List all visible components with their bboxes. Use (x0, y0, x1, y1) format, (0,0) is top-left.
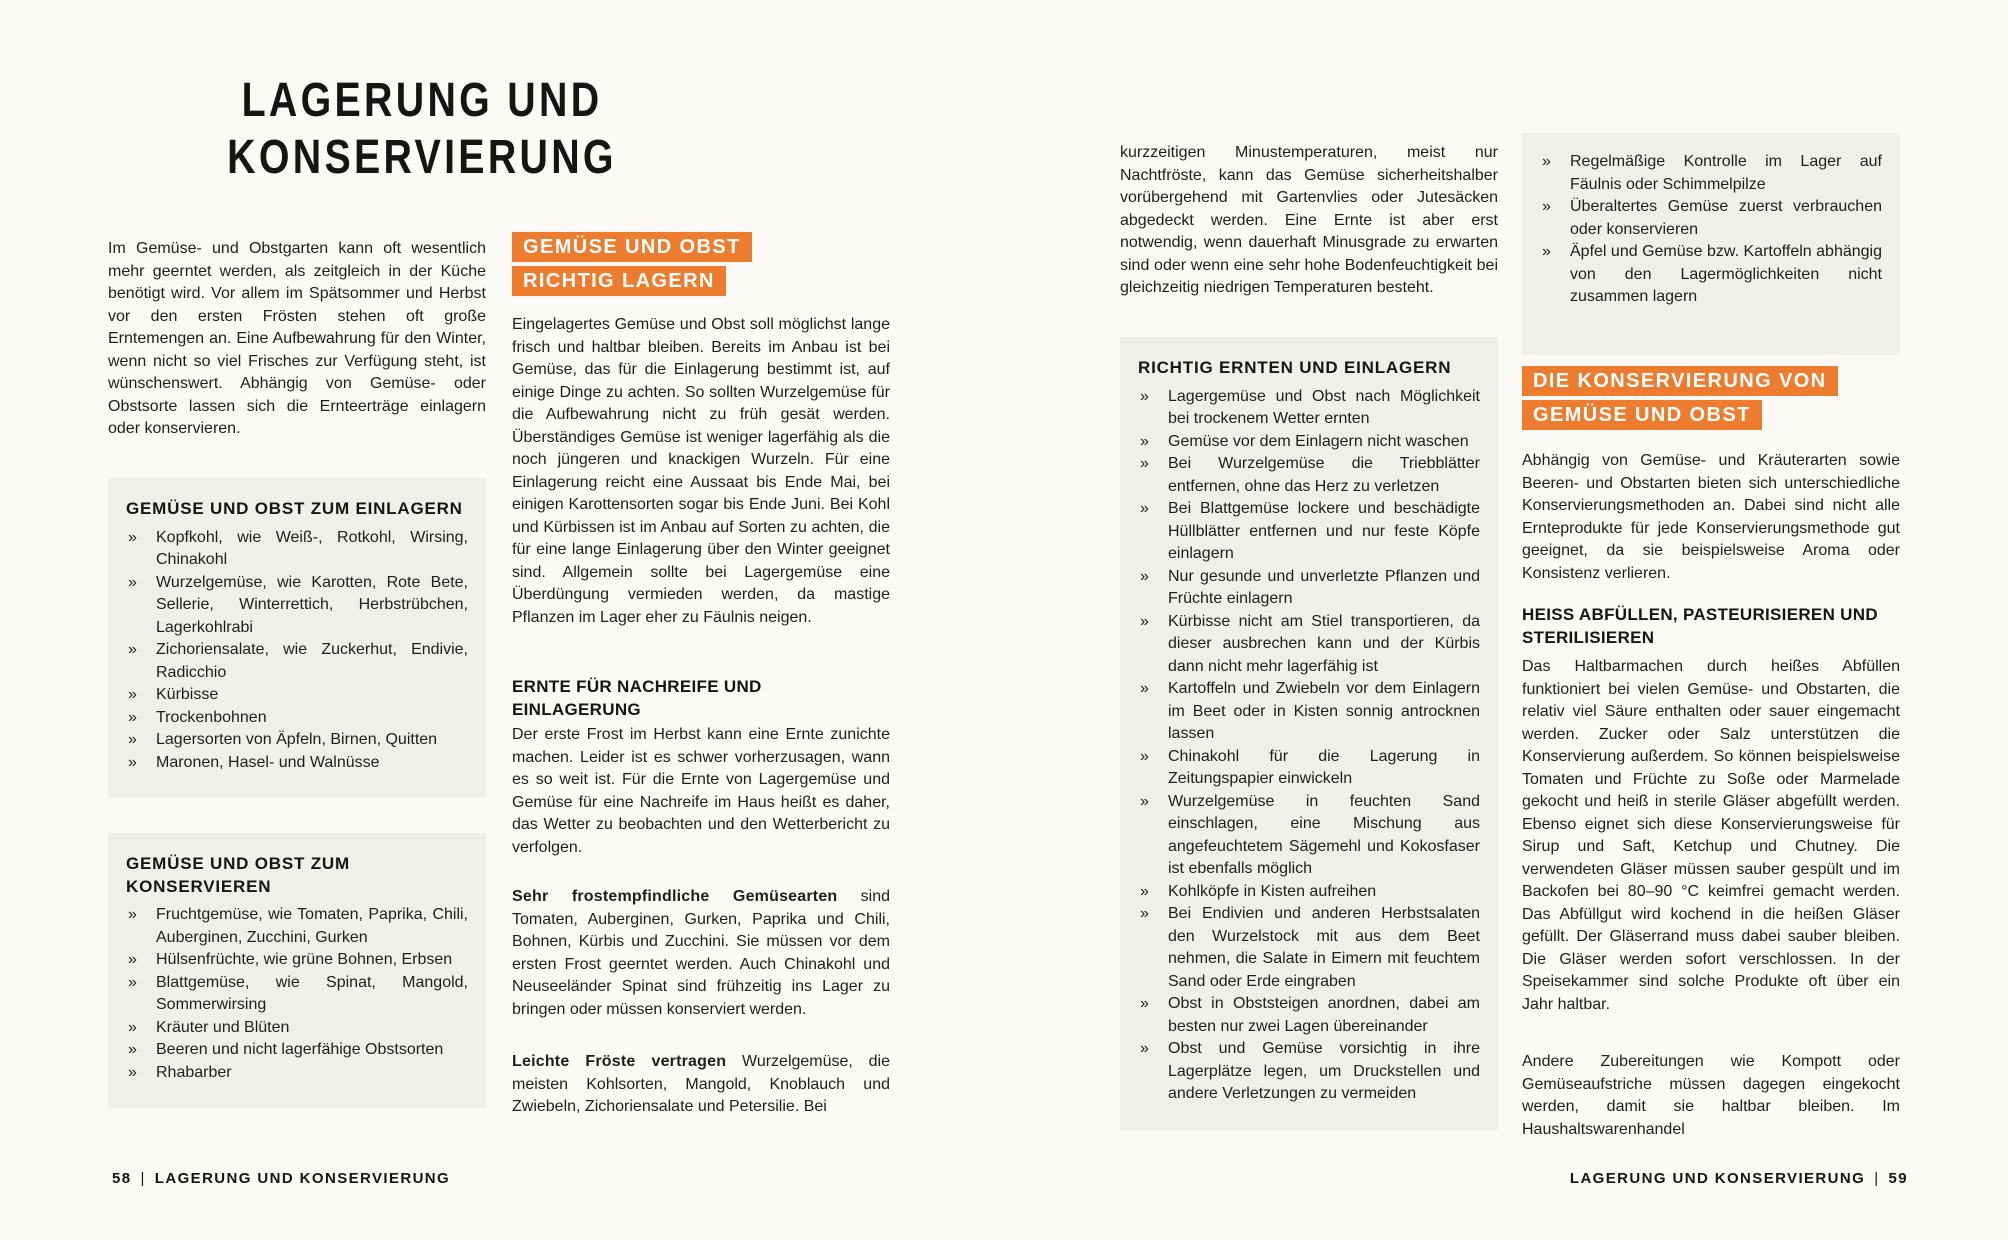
bullet-marker: » (128, 906, 137, 923)
list-item (126, 972, 468, 1017)
list-item-text: Fruchtgemüse, wie Tomaten, Paprika, Chili, Auberginen, Zucchini, Gurken (156, 906, 468, 946)
bullet-marker: » (128, 1018, 137, 1036)
list-item (126, 729, 468, 752)
bullet-marker: » (128, 951, 137, 968)
list-item-text: Bei Blattgemüse lockere und beschädigte Hüllblätter entfernen und nur feste Köpfe einlagern (1168, 500, 1480, 562)
list-item (1138, 1038, 1480, 1106)
storage-list-box-title: GEMÜSE UND OBST ZUM EINLAGERN (126, 499, 463, 518)
footer-chapter: LAGERUNG UND KONSERVIERUNG (154, 1170, 451, 1187)
ernte-paragraph: Der erste Frost im Herbst kann eine Ernte zunichte machen. Leider ist es schwer vorherzusagen, wann es so weit ist. Für die Ernte von Lagergemüse und Gemüse für eine Nachreife im Haus heißt es daher, das Wetter zu beobachten und den Wetterbericht zu verfolgen. (512, 726, 890, 856)
list-item (1138, 453, 1480, 498)
bullet-marker: » (1542, 153, 1551, 170)
bullet-marker: » (1140, 995, 1149, 1012)
bullet-marker: » (128, 708, 137, 726)
list-item (1138, 678, 1480, 746)
list-item-text: Chinakohl für die Lagerung in Zeitungspapier einwickeln (1168, 747, 1480, 787)
list-item (1138, 431, 1480, 454)
list-item (126, 949, 468, 972)
list-item (126, 904, 468, 949)
section-heading-richtig-lagern (512, 232, 752, 300)
bullet-marker: » (1140, 455, 1149, 472)
list-item (1138, 746, 1480, 791)
orange-heading-text: RICHTIG LAGERN (512, 266, 726, 296)
list-item-text: Wurzelgemüse in feuchten Sand einschlagen, eine Mischung aus angefeuchtetem Sägemehl und Kokosfaser ist ebenfalls möglich (1168, 792, 1480, 877)
list-item (1138, 791, 1480, 881)
footer-separator: | (1874, 1170, 1880, 1187)
orange-heading-line (512, 266, 752, 296)
list-item-text: Gemüse vor dem Einlagern nicht waschen (1168, 432, 1469, 450)
list-item-text: Maronen, Hasel- und Walnüsse (156, 753, 380, 771)
list-item-text: Beeren und nicht lagerfähige Obstsorten (156, 1041, 444, 1058)
list-item (1138, 993, 1480, 1038)
list-item (1138, 386, 1480, 431)
list-item (126, 752, 468, 775)
storage-list-box (108, 478, 486, 798)
list-item (126, 1039, 468, 1062)
preserving-list-box-title: GEMÜSE UND OBST ZUM KONSERVIEREN (126, 854, 350, 896)
storage-control-box (1522, 133, 1900, 355)
bullet-marker: » (128, 1041, 137, 1058)
list-item (126, 527, 468, 572)
orange-heading-line (1522, 400, 1838, 430)
leichte-froeste-paragraph (512, 1051, 890, 1119)
section-heading-konservierung (1522, 366, 1838, 434)
bullet-marker: » (1140, 612, 1149, 630)
list-item-text: Kräuter und Blüten (156, 1018, 290, 1036)
list-item-text: Kopfkohl, wie Weiß-, Rotkohl, Wirsing, Chinakohl (156, 528, 468, 568)
list-item-text: Wurzelgemüse, wie Karotten, Rote Bete, Sellerie, Winterrettich, Herbstrübchen, Lagerkohlrabi (156, 573, 468, 636)
list-item (1138, 611, 1480, 679)
list-item-text: Blattgemüse, wie Spinat, Mangold, Sommerwirsing (156, 973, 468, 1013)
list-item (1540, 196, 1882, 241)
list-item-text: Regelmäßige Kontrolle im Lager auf Fäulnis oder Schimmelpilze (1570, 153, 1882, 193)
list-item-text: Obst in Obststeigen anordnen, dabei am besten nur zwei Lagen übereinander (1168, 995, 1480, 1035)
andere-zubereitungen-paragraph: Andere Zubereitungen wie Kompott oder Gemüseaufstriche müssen dagegen eingekocht werden, damit sie haltbar bleiben. Im Haushaltswarenhandel (1522, 1053, 1900, 1138)
richtig-lagern-paragraph: Eingelagertes Gemüse und Obst soll möglichst lange frisch und haltbar bleiben. Bereits im Anbau ist bei Gemüse, das für die Einlagerung bestimmt ist, auf einige Dinge zu achten. So sollten Wurzelgemüse für die Aufbewahrung nicht zu früh gesät werden. Überständiges Gemüse ist weniger lagerfähig als die noch jüngeren und knackigen Wurzeln. Für eine Einlagerung reicht eine Aussaat bis Ende Mai, bei einigen Karottensorten sogar bis Ende Juni. Bei Kohl und Kürbissen ist im Anbau auf Sorten zu achten, die für eine lange Einlagerung über den Winter geeignet sind. Allgemein sollte bei Lagergemüse eine Überdüngung vermieden werden, da mastige Pflanzen im Lager eher zu Fäulnis neigen. (512, 316, 890, 626)
list-item-text: Zichoriensalate, wie Zuckerhut, Endivie, Radicchio (156, 641, 468, 681)
orange-heading-line (1522, 366, 1838, 396)
subheading-heiss-abfuellen: HEISS ABFÜLLEN, PASTEURISIEREN UND STERILISIEREN (1522, 605, 1878, 647)
bullet-marker: » (1542, 198, 1551, 215)
list-item (126, 707, 468, 730)
orange-heading-text: GEMÜSE UND OBST (1522, 400, 1762, 430)
bullet-marker: » (128, 1063, 137, 1081)
harvest-tips-box-title: RICHTIG ERNTEN UND EINLAGERN (1138, 358, 1452, 377)
list-item-text: Äpfel und Gemüse bzw. Kartoffeln abhängig von den Lagermöglichkeiten nicht zusammen lagern (1570, 243, 1882, 305)
subheading-ernte-nachreife: ERNTE FÜR NACHREIFE UND EINLAGERUNG (512, 677, 762, 719)
paragraph-bold-lead: Leichte Fröste vertragen (512, 1053, 727, 1070)
page-title-line2: KONSERVIERUNG (227, 131, 617, 184)
footer-page-number: 59 (1888, 1170, 1908, 1187)
footer-left (112, 1170, 450, 1187)
list-item (1540, 241, 1882, 309)
intro-paragraph: Im Gemüse- und Obstgarten kann oft wesentlich mehr geerntet werden, als zeitgleich in der Küche benötigt wird. Vor allem im Spätsommer und Herbst vor den ersten Frösten stehen oft große Erntemengen an. Eine Aufbewahrung für den Winter, wenn nicht so viel Frisches zur Verfügung steht, ist wünschenswert. Abhängig von Gemüse- oder Obstsorte lassen sich die Ernteerträge einlagern oder konservieren. (108, 240, 486, 437)
harvest-tips-box (1120, 337, 1498, 1130)
bullet-marker: » (1542, 243, 1551, 260)
list-item-text: Rhabarber (156, 1063, 232, 1081)
list-item (126, 684, 468, 707)
list-item-text: Hülsenfrüchte, wie grüne Bohnen, Erbsen (156, 951, 453, 968)
bullet-marker: » (1140, 432, 1149, 450)
list-item (1138, 498, 1480, 566)
list-item-text: Bei Endivien und anderen Herbstsalaten den Wurzelstock mit aus dem Beet nehmen, die Salate in Eimern mit feuchtem Sand oder Erde eingraben (1168, 905, 1480, 990)
footer-page-number: 58 (112, 1170, 132, 1187)
bullet-marker: » (1140, 387, 1149, 405)
bullet-marker: » (1140, 500, 1149, 517)
list-item-text: Kürbisse (156, 686, 219, 703)
bullet-marker: » (1140, 882, 1149, 900)
list-item-text: Überaltertes Gemüse zuerst verbrauchen oder konservieren (1570, 198, 1882, 238)
list-item-text: Lagersorten von Äpfeln, Birnen, Quitten (156, 731, 438, 748)
bullet-marker: » (128, 641, 137, 658)
continuation-paragraph: kurzzeitigen Minustemperaturen, meist nur Nachtfröste, kann das Gemüse sicherheitshalber vorübergehend mit Gartenvlies oder Jutesäcken abgedeckt werden. Eine Ernte ist aber erst notwendig, wenn dauerhaft Minusgrade zu erwarten sind oder wenn eine sehr hohe Bodenfeuchtigkeit bei gleichzeitig niedrigen Temperaturen besteht. (1120, 144, 1498, 296)
bullet-marker: » (128, 686, 137, 703)
bullet-marker: » (1140, 905, 1149, 922)
bullet-marker: » (128, 973, 137, 991)
list-item-text: Kartoffeln und Zwiebeln vor dem Einlagern im Beet oder in Kisten sonnig antrocknen lassen (1168, 680, 1480, 742)
paragraph-rest: Wurzelgemüse, die meisten Kohlsorten, Mangold, Knoblauch und Zwiebeln, Zichoriensalate und Petersilie. Bei (512, 1053, 890, 1115)
bullet-marker: » (1140, 680, 1149, 697)
bullet-marker: » (1140, 567, 1149, 585)
footer-chapter: LAGERUNG UND KONSERVIERUNG (1569, 1170, 1866, 1187)
bullet-marker: » (1140, 1040, 1149, 1057)
list-item-text: Trockenbohnen (156, 708, 267, 726)
list-item (1138, 903, 1480, 993)
list-item (1138, 566, 1480, 611)
bullet-marker: » (128, 528, 137, 546)
list-item-text: Bei Wurzelgemüse die Triebblätter entfernen, ohne das Herz zu verletzen (1168, 455, 1480, 495)
list-item (126, 572, 468, 640)
list-item (1540, 151, 1882, 196)
list-item (126, 1062, 468, 1085)
paragraph-rest: sind Tomaten, Auberginen, Gurken, Paprika und Chili, Bohnen, Kürbis und Zucchini. Sie müssen vor dem ersten Frost geerntet werden. Auch Chinakohl und Neuseeländer Spinat sind frühzeitig ins Lager zu bringen oder müssen konserviert werden. (512, 888, 890, 1018)
bullet-marker: » (128, 573, 137, 591)
page-title-line1: LAGERUNG UND (241, 74, 603, 127)
bullet-marker: » (128, 731, 137, 748)
paragraph-bold-lead: Sehr frostempfindliche Gemüsearten (512, 888, 838, 905)
orange-heading-text: DIE KONSERVIERUNG VON (1522, 366, 1838, 396)
konservierung-paragraph: Abhängig von Gemüse- und Kräuterarten sowie Beeren- und Obstarten bieten sich unterschiedliche Konservierungsmethoden an. Dabei sind nicht alle Ernteprodukte für jede Konservierungsmethode gut geeignet, da sie beispielsweise Aroma oder Konsistenz verlieren. (1522, 452, 1900, 582)
frostempfindlich-paragraph (512, 886, 890, 1021)
footer-right (1570, 1170, 1908, 1187)
list-item-text: Lagergemüse und Obst nach Möglichkeit bei trockenem Wetter ernten (1168, 387, 1480, 427)
bullet-marker: » (1140, 792, 1149, 810)
bullet-marker: » (128, 753, 137, 771)
preserving-list-box (108, 833, 486, 1108)
orange-heading-line (512, 232, 752, 262)
orange-heading-text: GEMÜSE UND OBST (512, 232, 752, 262)
heiss-abfuellen-paragraph: Das Haltbarmachen durch heißes Abfüllen funktioniert bei vielen Gemüse- und Obstarten, die relativ viel Säure enthalten oder sauer eingemacht werden. Zucker oder Salz unterstützen die Konservierung außerdem. So können beispielsweise Tomaten und Früchte zu Soße oder Marmelade gekocht und heiß in sterile Gläser abgefüllt werden. Ebenso eignet sich diese Konservierungsweise für Sirup und Saft, Ketchup und Chutney. Die verwendeten Gläser müssen sauber gespült und im Backofen bei 80–90 °C keimfrei gemacht werden. Das Abfüllgut wird kochend in die heißen Gläser gefüllt. Der Gläserrand muss dabei sauber bleiben. Die Gläser werden sofort verschlossen. In der Speisekammer sind solche Produkte oft über ein Jahr haltbar. (1522, 658, 1900, 1013)
list-item (1138, 881, 1480, 904)
list-item-text: Nur gesunde und unverletzte Pflanzen und Früchte einlagern (1168, 567, 1480, 607)
footer-separator: | (140, 1170, 146, 1187)
list-item (126, 639, 468, 684)
page-title (168, 72, 676, 186)
list-item-text: Kohlköpfe in Kisten aufreihen (1168, 882, 1377, 900)
bullet-marker: » (1140, 747, 1149, 765)
list-item (126, 1017, 468, 1040)
list-item-text: Obst und Gemüse vorsichtig in ihre Lagerplätze legen, um Druckstellen und andere Verletzungen zu vermeiden (1168, 1040, 1480, 1102)
list-item-text: Kürbisse nicht am Stiel transportieren, da dieser ausbrechen kann und der Kürbis dann nicht mehr lagerfähig ist (1168, 612, 1480, 675)
